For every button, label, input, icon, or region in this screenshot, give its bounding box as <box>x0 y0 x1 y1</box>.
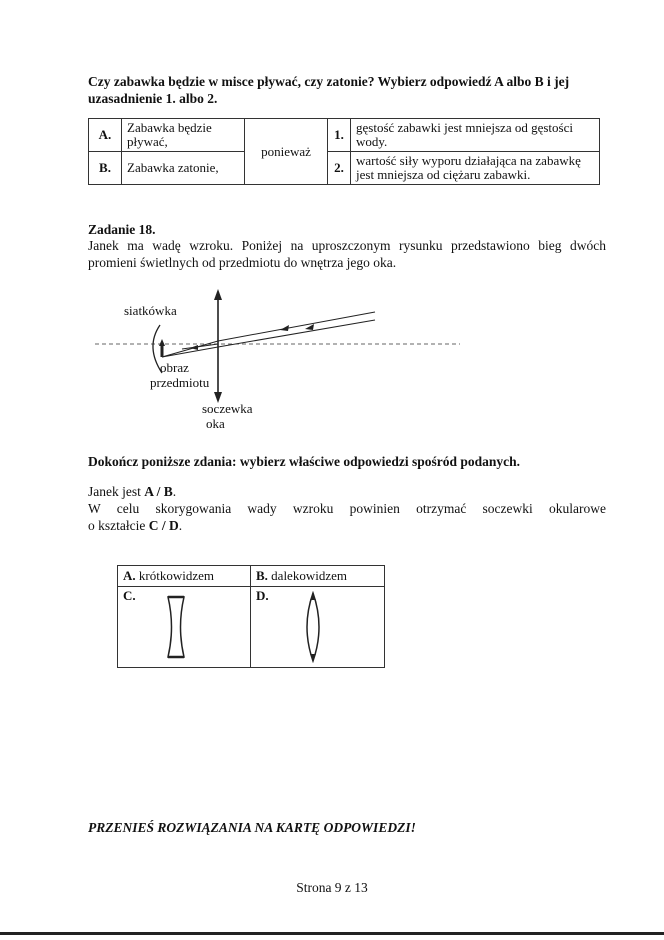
option-b-cell[interactable]: B. dalekowidzem <box>251 566 385 587</box>
reason-text-2: wartość siły wyporu działająca na zabawkę jest mniejsza od ciężaru zabawki. <box>351 152 600 185</box>
ray-arrow-icon <box>280 325 289 331</box>
image-label-line2: przedmiotu <box>150 375 210 390</box>
table-row <box>89 152 600 185</box>
table-row <box>118 566 385 587</box>
option-text-a: Zabawka będzie pływać, <box>122 119 245 152</box>
answer-line-1: Janek jest A / B. <box>88 484 177 499</box>
image-label-line1: obraz <box>160 360 189 375</box>
option-a-cell[interactable]: A. krótkowidzem <box>118 566 251 587</box>
option-c-cell[interactable]: C. <box>118 587 251 668</box>
retina-label: siatkówka <box>124 303 177 318</box>
convex-lens-icon <box>303 591 323 663</box>
task-title: Zadanie 18. <box>88 222 156 237</box>
answer-table-2 <box>117 565 385 668</box>
page-number: Strona 9 z 13 <box>296 880 368 895</box>
transfer-note: PRZENIEŚ ROZWIĄZANIA NA KARTĘ ODPOWIEDZI! <box>88 820 416 835</box>
option-d-cell[interactable]: D. <box>251 587 385 668</box>
task-description: Janek ma wadę wzroku. Poniżej na uproszczonym rysunku przedstawiono bieg dwóch promieni świetlnych od przedmiotu do wnętrza jego oka. <box>88 238 606 270</box>
table-row <box>118 587 385 668</box>
eye-diagram <box>90 285 470 435</box>
bottom-rule <box>0 932 664 935</box>
option-letter-a: A. <box>89 119 122 152</box>
answer-table-1 <box>88 118 600 185</box>
lens-arrow-up-icon <box>214 289 222 300</box>
ray-1-outer <box>218 312 375 341</box>
connector-word: ponieważ <box>245 119 328 185</box>
option-letter-b: B. <box>89 152 122 185</box>
lens-label-line2: oka <box>206 416 225 431</box>
answer-sentences <box>88 483 606 534</box>
choice-a-b[interactable]: A / B <box>144 484 173 499</box>
table-row <box>89 119 600 152</box>
reason-text-1: gęstość zabawki jest mniejsza od gęstości wody. <box>351 119 600 152</box>
reason-number-2: 2. <box>328 152 351 185</box>
question-text: Czy zabawka będzie w misce pływać, czy zatonie? Wybierz odpowiedź A albo B i jej uzasadnienie 1. albo 2. <box>88 74 570 106</box>
ray-2-outer <box>218 320 375 347</box>
answer-line-2: W celu skorygowania wady wzroku powinien otrzymać soczewki okularowe <box>88 501 606 516</box>
instruction-text: Dokończ poniższe zdania: wybierz właściwe odpowiedzi spośród podanych. <box>88 454 521 469</box>
option-text-b: Zabawka zatonie, <box>122 152 245 185</box>
choice-c-d[interactable]: C / D <box>148 518 179 533</box>
lens-label-line1: soczewka <box>202 401 253 416</box>
image-arrow-head-icon <box>159 339 165 346</box>
concave-lens-icon <box>166 595 186 659</box>
answer-line-3: o kształcie C / D. <box>88 518 183 533</box>
reason-number-1: 1. <box>328 119 351 152</box>
